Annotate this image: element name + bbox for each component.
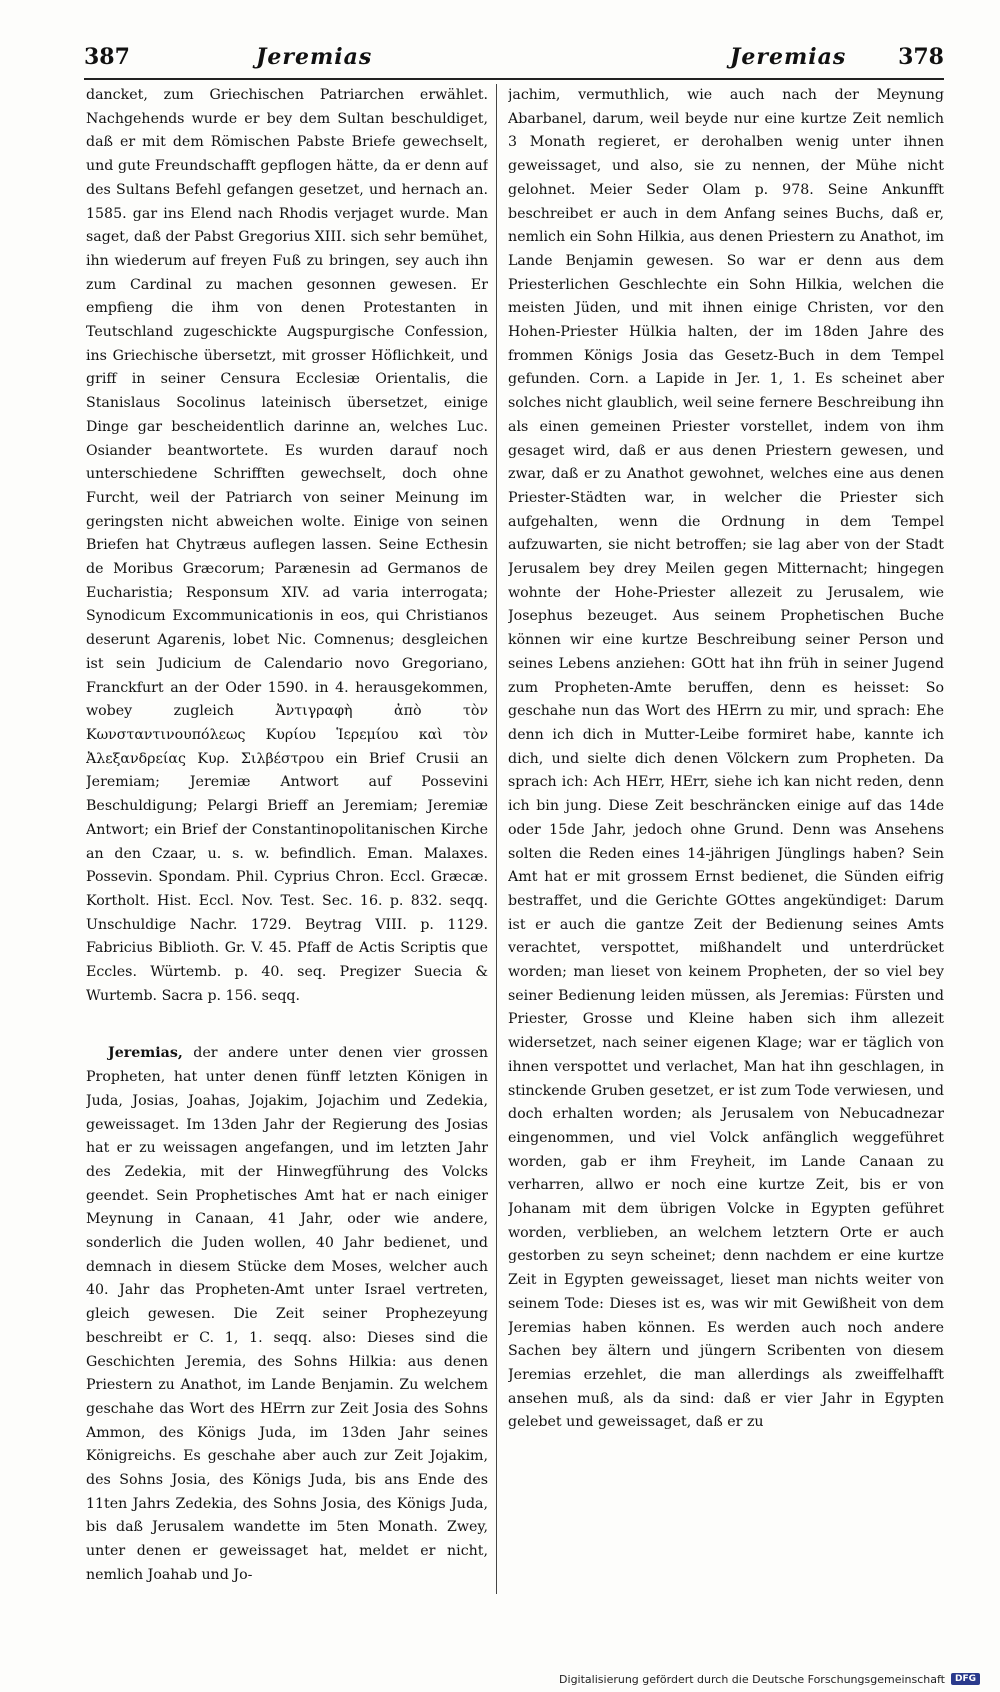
- digitization-footer: [559, 1670, 980, 1688]
- article-jeremias-text: der andere unter denen vier grossen Propheten, hat unter denen fünff letzten Königen in Juda, Josias, Joahas, Jojakim, Jojachim und Zedekia, geweissaget. Im 13den Jahr der Regierung des Josias hat er zu weissagen angefangen, und im letzten Jahr des Zedekia, mit der Hinwegführung des Volcks geendet. Sein Prophetisches Amt hat er nach einiger Meynung in Canaan, 41 Jahr, oder wie andere, sonderlich die Juden wollen, 40 Jahr bedienet, und demnach in diesem Stücke dem Moses, welcher auch 40. Jahr das Propheten-Amt unter Israel vertreten, gleich gewesen. Die Zeit seiner Prophezeyung beschreibt er C. 1, 1. seqq. also: Dieses sind die Geschichten Jeremia, des Sohns Hilkia: aus denen Priestern zu Anathot, im Lande Benjamin. Zu welchem geschahe das Wort des HErrn zur Zeit Josia des Sohns Ammon, des Königs Juda, im 13den Jahr seines Königreichs. Es geschahe aber auch zur Zeit Jojakim, des Sohns Josia, des Königs Juda, bis ans Ende des 11ten Jahrs Zedekia, des Sohns Josia, des Königs Juda, bis daß Jerusalem wandette im 5ten Monath. Zwey, unter denen er geweissaget hat, meldet er nicht, nemlich Joahab und Jo-: [86, 1045, 488, 1583]
- dfg-logo-icon: DFG: [951, 1673, 980, 1685]
- headword-jeremias: Jeremias,: [108, 1045, 183, 1062]
- page-number-right: 378: [898, 44, 944, 70]
- page-number-left: 387: [84, 44, 130, 70]
- article-jeremias: [86, 1042, 488, 1587]
- running-head-left: Jeremias: [256, 44, 373, 70]
- right-column: [508, 84, 944, 1674]
- running-head-right: Jeremias: [730, 44, 847, 70]
- paragraph-patriarch-continued: dancket, zum Griechischen Patriarchen erwählet. Nachgehends wurde er bey dem Sultan beschuldiget, daß er mit dem Römischen Pabste Briefe gewechselt, und gute Freundschafft gepflogen hätte, da er denn auf des Sultans Befehl gefangen gesetzet, und hernach an. 1585. gar ins Elend nach Rhodis verjaget wurde. Man saget, daß der Pabst Gregorius XIII. sich sehr bemühet, ihn wiederum auf freyen Fuß zu bringen, sey auch ihn zum Cardinal zu machen gesonnen gewesen. Er empfieng die ihm von denen Protestanten in Teutschland zugeschickte Augspurgische Confession, ins Griechische übersetzt, mit grosser Höflichkeit, und griff in seiner Censura Ecclesiæ Orientalis, die Stanislaus Socolinus lateinisch übersetzet, einige Dinge gar bescheidentlich darinne an, welches Luc. Osiander beantwortete. Es wurden darauf noch unterschiedene Schrifften gewechselt, doch ohne Furcht, weil der Patriarch von seiner Meinung im geringsten nicht abweichen wolte. Einige von seinen Briefen hat Chytræus auflegen lassen. Seine Ecthesin de Moribus Græcorum; Parænesin ad Germanos de Eucharistia; Responsum XIV. ad varia interrogata; Synodicum Excommunicationis in eos, qui Christianos deserunt Agarenis, lobet Nic. Comnenus; desgleichen ist sein Judicium de Calendario novo Gregoriano, Franckfurt an der Oder 1590. in 4. herausgekommen, wobey zugleich Ἀντιγραφὴ ἀπὸ τὸν Κωνσταντινουπόλεως Κυρίου Ἱερεμίου καὶ τὸν Ἀλεξανδρείας Κυρ. Σιλβέστρου ein Brief Crusii an Jeremiam; Jeremiæ Antwort auf Possevini Beschuldigung; Pelargi Brieff an Jeremiam; Jeremiæ Antwort; ein Brief der Constantinopolitanischen Kirche an den Czaar, u. s. w. befindlich. Eman. Malaxes. Possevin. Spondam. Phil. Cyprius Chron. Eccl. Græcæ. Kortholt. Hist. Eccl. Nov. Test. Sec. 16. p. 832. seqq. Unschuldige Nachr. 1729. Beytrag VIII. p. 1129. Fabricius Biblioth. Gr. V. 45. Pfaff de Actis Scriptis que Eccles. Würtemb. p. 40. seq. Pregizer Suecia & Wurtemb. Sacra p. 156. seqq.: [86, 87, 488, 1004]
- column-divider: [496, 84, 497, 1594]
- footer-credit-text: Digitalisierung gefördert durch die Deutsche Forschungsgemeinschaft: [559, 1672, 945, 1686]
- paragraph-jeremias-continued: jachim, vermuthlich, wie auch nach der Meynung Abarbanel, darum, weil beyde nur eine kurtze Zeit nemlich 3 Monath regieret, er derohalben wenig unter ihnen geweissaget, und also, sie zu nennen, der Mühe nicht gelohnet. Meier Seder Olam p. 978. Seine Ankunfft beschreibet er auch in dem Anfang seines Buchs, daß er, nemlich ein Sohn Hilkia, aus denen Priestern zu Anathot, im Lande Benjamin gewesen. So war er denn aus dem Priesterlichen Geschlechte ein Sohn Hilkia, welchen die meisten Jüden, und mit ihnen einige Christen, vor den Hohen-Priester Hülkia halten, der im 18den Jahre des frommen Königs Josia das Gesetz-Buch in dem Tempel gefunden. Corn. a Lapide in Jer. 1, 1. Es scheinet aber solches nicht glaublich, weil seine fernere Beschreibung ihn als einen gemeinen Priester vorstellet, indem von ihm gesaget wird, daß er aus denen Priestern gewesen, und zwar, daß er zu Anathot gewohnet, welches eine aus denen Priester-Städten war, in welcher die Priester sich aufgehalten, wenn die Ordnung in dem Tempel aufzuwarten, sie nicht betroffen; sie lag aber von der Stadt Jerusalem bey drey Meilen gegen Mitternacht; hingegen wohnte der Hohe-Priester allezeit zu Jerusalem, wie Josephus bezeuget. Aus seinem Prophetischen Buche können wir eine kurtze Beschreibung seiner Person und seines Lebens anziehen: GOtt hat ihn früh in seiner Jugend zum Propheten-Amte beruffen, denn es heisset: So geschahe nun das Wort des HErrn zu mir, und sprach: Ehe denn ich dich in Mutter-Leibe formiret habe, kannte ich dich, und sielte dich denen Völckern zum Propheten. Da sprach ich: Ach HErr, HErr, siehe ich kan nicht reden, denn ich bin jung. Diese Zeit beschräncken einige auf das 14de oder 15de Jahr, jedoch ohne Grund. Denn was Ansehens solten die Reden eines 14-jährigen Jünglings haben? Sein Amt hat er mit grossem Ernst bedienet, die Sünden eifrig bestraffet, und die Gerichte GOttes angekündiget: Darum ist er auch die gantze Zeit der Bedienung seines Amts verachtet, verspottet, mißhandelt und unterdrücket worden; man lieset von keinem Propheten, der so viel bey seiner Bedienung leiden müssen, als Jeremias: Fürsten und Priester, Grosse und Kleine haben sich ihm allezeit widersetzet, nach seiner eigenen Klage; war er täglich von ihnen verspottet und verlachet, Man hat ihn geschlagen, in stinckende Gruben gesetzet, er ist zum Tode verwiesen, und doch erhalten worden; als Jerusalem von Nebucadnezar eingenommen, und viel Volck anfänglich weggeführet worden, gab er ihm Freyheit, im Lande Canaan zu verharren, allwo er noch eine kurtze Zeit, bis er von Johanam mit dem übrigen Volcke in Egypten geführet worden, verblieben, an welchem letztern Orte er auch gestorben zu seyn scheinet; denn nachdem er eine kurtze Zeit in Egypten geweissaget, lieset man nichts weiter von seinem Tode: Dieses ist es, was wir mit Gewißheit von dem Jeremias haben können. Es werden auch noch andere Sachen bey ältern und jüngern Scribenten von diesem Jeremias erzehlet, die man allerdings als zweiffelhafft ansehen muß, als da sind: daß er vier Jahr in Egypten gelebet und geweissaget, daß er zu: [508, 87, 944, 1431]
- left-column: [86, 84, 488, 1674]
- running-header: [84, 44, 944, 80]
